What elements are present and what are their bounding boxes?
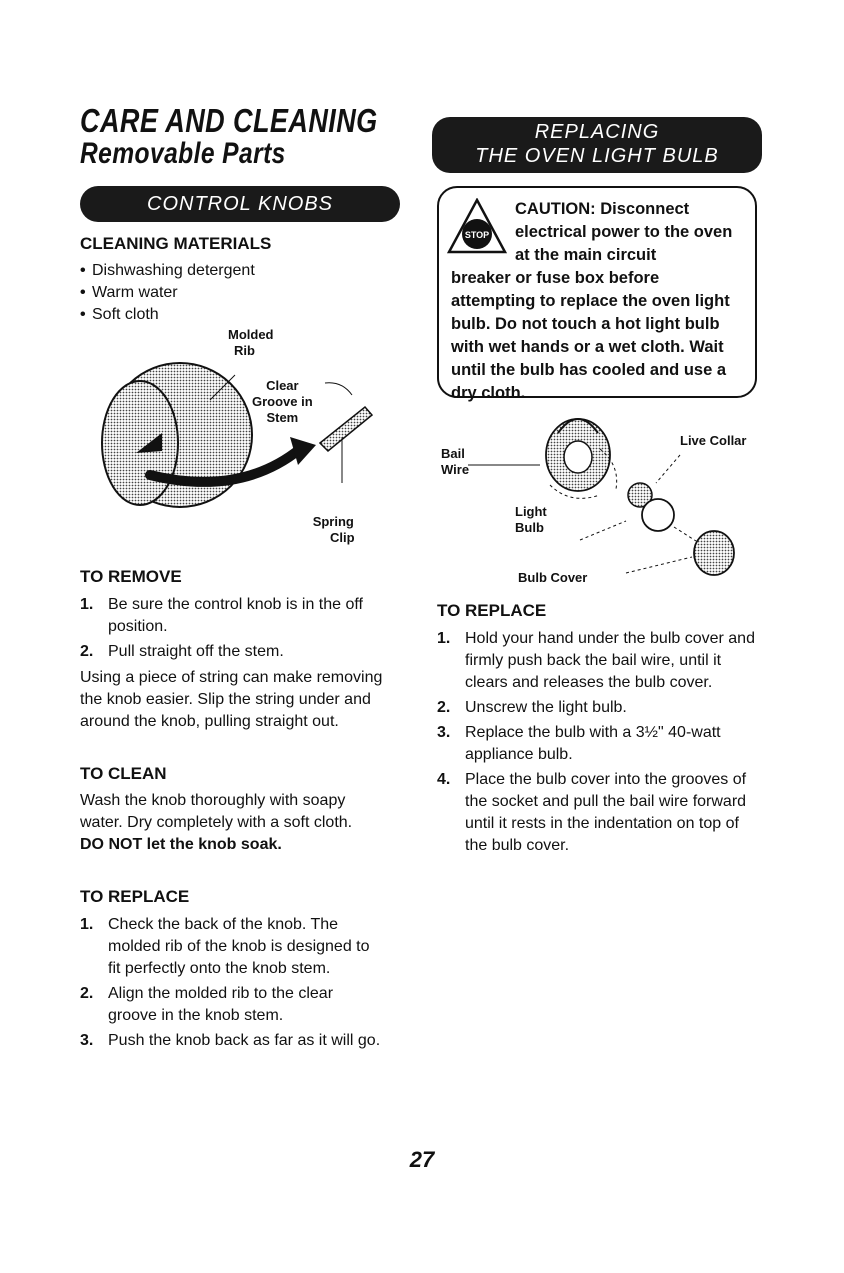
cleaning-materials-heading: CLEANING MATERIALS <box>80 234 272 253</box>
molded-rib-label: Molded Rib <box>228 327 274 358</box>
materials-list <box>80 260 380 326</box>
list-item: 3. Push the knob back as far as it will go. <box>80 1032 381 1049</box>
caution-box <box>437 186 757 402</box>
page-title: CARE AND CLEANING <box>80 102 378 139</box>
svg-text:STOP: STOP <box>464 230 490 240</box>
spring-clip-label: Spring Clip <box>312 514 355 545</box>
list-item: 4. Place the bulb cover into the grooves of the socket and pull the bail wire forward until it rests in the indentation on top of the bulb cover. <box>437 771 747 854</box>
caution-text: breaker or fuse box before attempting to replace the oven light bulb. Do not touch a hot light bulb with wet hands or a wet cloth. Wait until the bulb has cooled and use a dry cloth. <box>451 269 730 402</box>
live-collar-label: Live Collar <box>680 433 747 448</box>
list-item: 3. Replace the bulb with a 3½" 40-watt appliance bulb. <box>437 724 721 763</box>
control-knobs-banner: CONTROL KNOBS <box>80 186 400 222</box>
light-bulb <box>642 499 674 531</box>
to-clean-heading: TO CLEAN <box>80 764 167 783</box>
bulb-cover <box>694 531 734 575</box>
bulb-cover-label: Bulb Cover <box>518 570 588 585</box>
bulb-replace-heading: TO REPLACE <box>437 601 547 620</box>
list-item: 2. Align the molded rib to the clear groove in the knob stem. <box>80 985 334 1024</box>
remove-steps <box>80 594 390 666</box>
clear-groove-label: Clear Groove in Stem <box>252 378 313 425</box>
light-bulb-label: Light Bulb <box>515 504 547 535</box>
knob-replace-steps <box>80 914 385 1055</box>
leader-line <box>674 527 696 541</box>
list-item: • Warm water <box>80 282 380 304</box>
knob-face <box>102 381 178 505</box>
to-remove-heading: TO REMOVE <box>80 567 182 586</box>
caution-first: CAUTION: Disconnect electrical power to the oven at the main circuit <box>515 200 733 264</box>
list-item: 1. Be sure the control knob is in the off position. <box>80 596 363 635</box>
list-item: 2. Unscrew the light bulb. <box>437 699 627 716</box>
bail-wire-label: Bail Wire <box>441 446 470 477</box>
socket-hole <box>564 441 592 473</box>
page-number: 27 <box>409 1147 435 1172</box>
knob-stem <box>320 407 372 451</box>
replacing-bulb-banner: REPLACING THE OVEN LIGHT BULB <box>432 117 762 173</box>
remove-note: Using a piece of string can make removing the knob easier. Slip the string under and around the knob, pulling straight out. <box>80 669 383 730</box>
bulb-replace-steps <box>437 628 762 860</box>
list-item: 1. Check the back of the knob. The molded rib of the knob is designed to fit perfectly onto the knob stem. <box>80 916 370 977</box>
knob-replace-heading: TO REPLACE <box>80 887 190 906</box>
leader-line <box>656 455 680 483</box>
leader-line <box>626 557 692 573</box>
leader-line <box>325 383 352 395</box>
list-item: • Dishwashing detergent <box>80 260 380 282</box>
clean-text: Wash the knob thoroughly with soapy water. Dry completely with a soft cloth. DO NOT let the knob soak. <box>80 792 353 853</box>
list-item: 2. Pull straight off the stem. <box>80 643 284 660</box>
stop-hand-icon <box>447 198 507 258</box>
list-item: 1. Hold your hand under the bulb cover and firmly push back the bail wire, until it clears and releases the bulb cover. <box>437 630 755 691</box>
leader-line <box>580 521 626 540</box>
list-item: • Soft cloth <box>80 304 380 326</box>
page-subtitle: Removable Parts <box>80 137 286 170</box>
